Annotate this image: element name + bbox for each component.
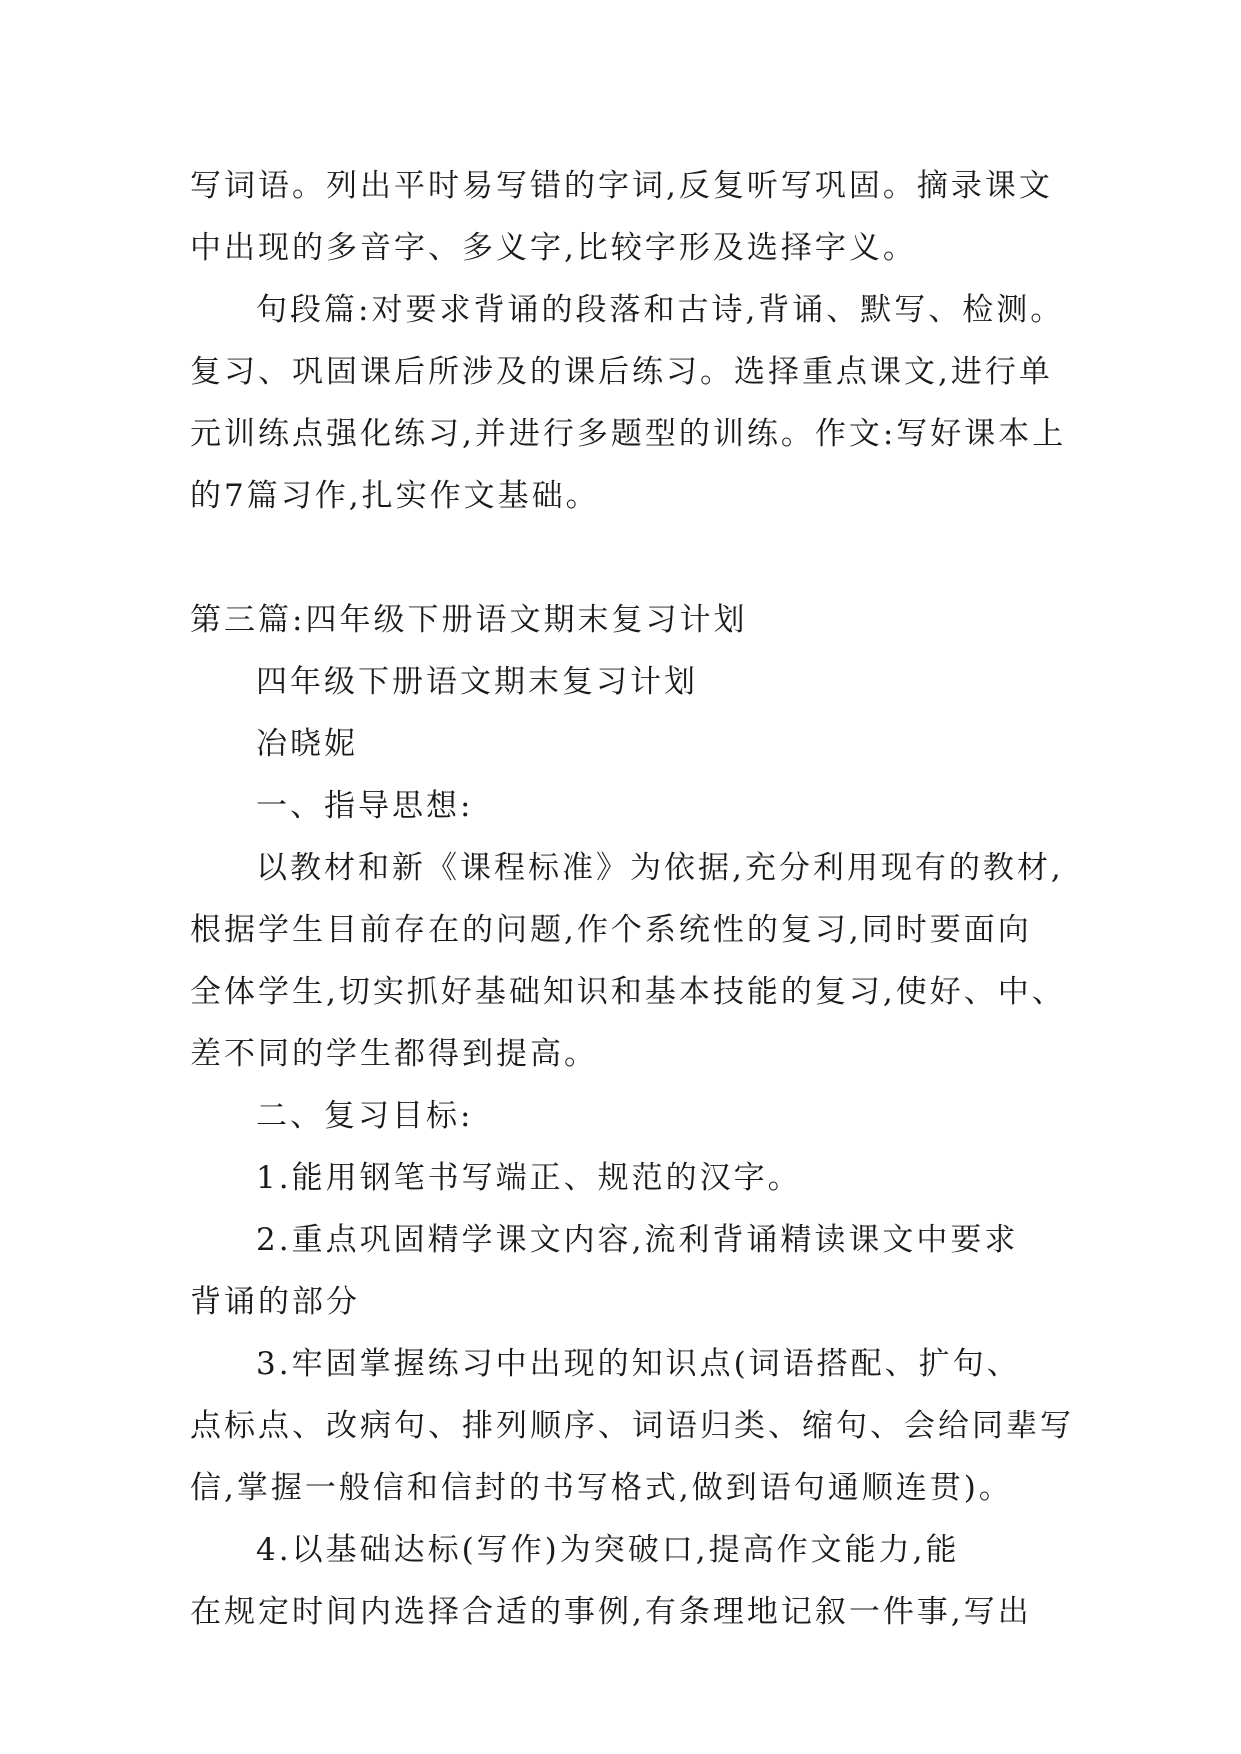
section2-heading: 二、复习目标: <box>256 1098 474 1134</box>
paragraph-line: 复习、巩固课后所涉及的课后练习。选择重点课文,进行单 <box>190 354 1053 390</box>
section-spacer <box>190 527 1070 589</box>
paragraph-line: 差不同的学生都得到提高。 <box>190 1036 598 1072</box>
paragraph-line: 写词语。列出平时易写错的字词,反复听写巩固。摘录课文 <box>190 168 1053 204</box>
section1-heading: 一、指导思想: <box>256 788 474 824</box>
goal-item: 2.重点巩固精学课文内容,流利背诵精读课文中要求 <box>256 1222 1019 1258</box>
paragraph-line: 句段篇:对要求背诵的段落和古诗,背诵、默写、检测。 <box>256 292 1065 328</box>
paragraph-line: 背诵的部分 <box>190 1284 360 1320</box>
goal-item: 3.牢固掌握练习中出现的知识点(词语搭配、扩句、 <box>256 1346 1021 1382</box>
goal-item: 4.以基础达标(写作)为突破口,提高作文能力,能 <box>256 1532 960 1568</box>
paragraph-line: 元训练点强化练习,并进行多题型的训练。作文:写好课本上 <box>190 416 1067 452</box>
paragraph-line: 全体学生,切实抓好基础知识和基本技能的复习,使好、中、 <box>190 974 1066 1010</box>
paragraph-line: 以教材和新《课程标准》为依据,充分利用现有的教材, <box>256 850 1064 886</box>
paragraph-line: 点标点、改病句、排列顺序、词语归类、缩句、会给同辈写 <box>190 1408 1074 1444</box>
document-page <box>190 155 1074 1643</box>
paragraph-line: 在规定时间内选择合适的事例,有条理地记叙一件事,写出 <box>190 1594 1032 1630</box>
paragraph-line: 信,掌握一般信和信封的书写格式,做到语句通顺连贯)。 <box>190 1470 1013 1506</box>
paragraph-line: 根据学生目前存在的问题,作个系统性的复习,同时要面向 <box>190 912 1032 948</box>
author-name: 冶晓妮 <box>256 726 358 762</box>
section-heading: 第三篇:四年级下册语文期末复习计划 <box>190 602 748 638</box>
paragraph-line: 中出现的多音字、多义字,比较字形及选择字义。 <box>190 230 917 266</box>
goal-item: 1.能用钢笔书写端正、规范的汉字。 <box>256 1160 802 1196</box>
document-title: 四年级下册语文期末复习计划 <box>256 664 698 700</box>
paragraph-line: 的7篇习作,扎实作文基础。 <box>190 478 600 514</box>
